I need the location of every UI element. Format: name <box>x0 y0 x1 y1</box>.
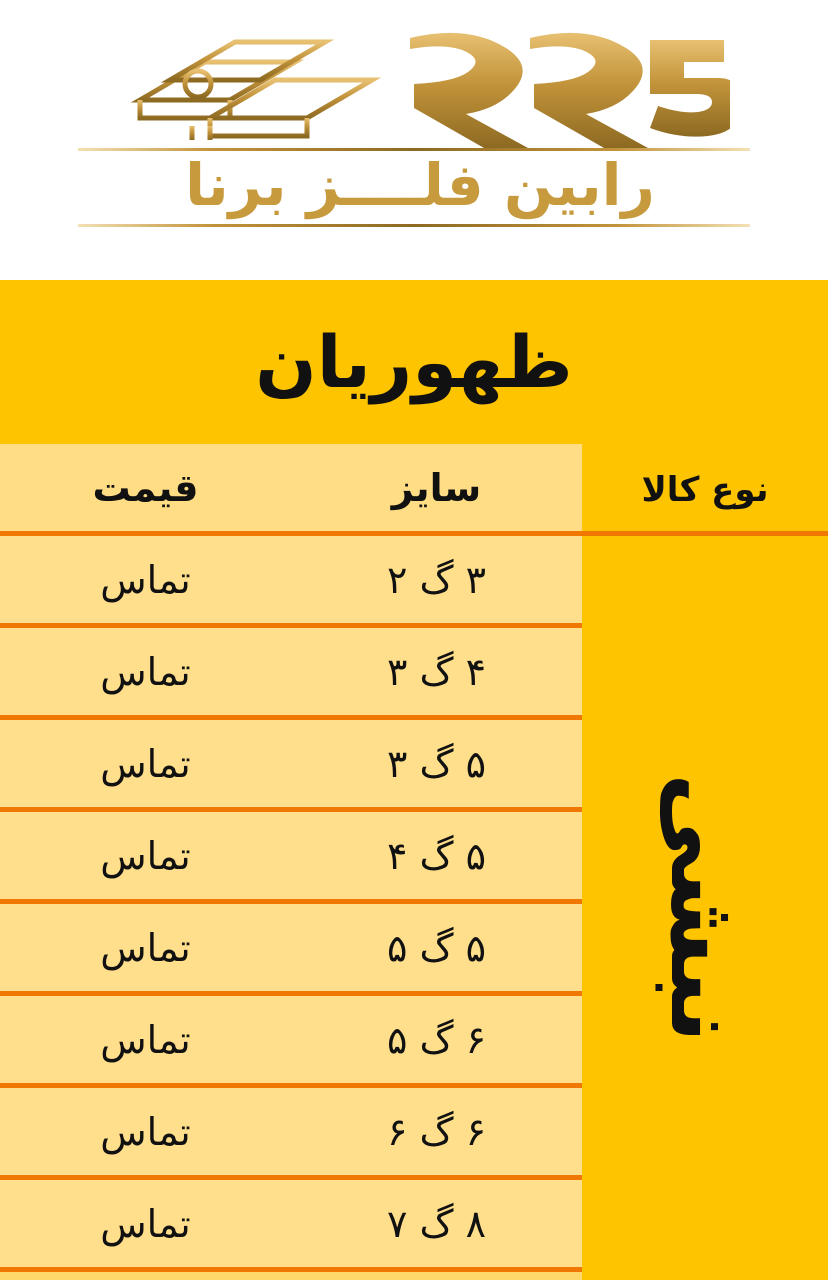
size-cell: ۳ گ ۲ <box>387 557 487 602</box>
price-sheet <box>0 280 828 1280</box>
category-column <box>582 444 828 1280</box>
size-cell: ۸ گ ۷ <box>387 1201 487 1246</box>
table-row <box>0 1180 582 1272</box>
logo-band <box>0 0 828 262</box>
logo-divider-bottom <box>78 224 750 227</box>
brand-logo <box>0 10 828 240</box>
price-cell: تماس <box>100 925 191 970</box>
price-header: قیمت <box>92 465 199 510</box>
size-cell: ۵ گ ۳ <box>387 741 487 786</box>
price-table <box>0 444 828 1280</box>
table-header-row <box>0 444 582 536</box>
price-cell: تماس <box>100 1201 191 1246</box>
logo-mark-icon <box>110 22 730 152</box>
category-value: نبشی <box>649 772 761 1044</box>
table-row <box>0 628 582 720</box>
table-row <box>0 904 582 996</box>
page-title: ظهوریان <box>255 320 573 404</box>
rows-column <box>0 444 582 1280</box>
table-row <box>0 720 582 812</box>
table-row <box>0 812 582 904</box>
price-cell: تماس <box>100 1017 191 1062</box>
price-cell: تماس <box>100 833 191 878</box>
size-cell: ۶ گ ۵ <box>387 1017 487 1062</box>
logo-subtitle: رابین فلــــز برنا <box>185 151 655 219</box>
size-cell: ۵ گ ۵ <box>387 925 487 970</box>
price-cell: تماس <box>100 741 191 786</box>
size-cell: ۴ گ ۳ <box>387 649 487 694</box>
size-header: سایز <box>391 465 482 510</box>
price-cell: تماس <box>100 557 191 602</box>
size-cell: ۵ گ ۴ <box>387 833 487 878</box>
size-cell: ۶ گ ۶ <box>387 1109 487 1154</box>
price-cell: تماس <box>100 649 191 694</box>
table-row <box>0 536 582 628</box>
price-cell: تماس <box>100 1109 191 1154</box>
category-header: نوع کالا <box>582 444 828 536</box>
table-row <box>0 1088 582 1180</box>
table-row <box>0 996 582 1088</box>
